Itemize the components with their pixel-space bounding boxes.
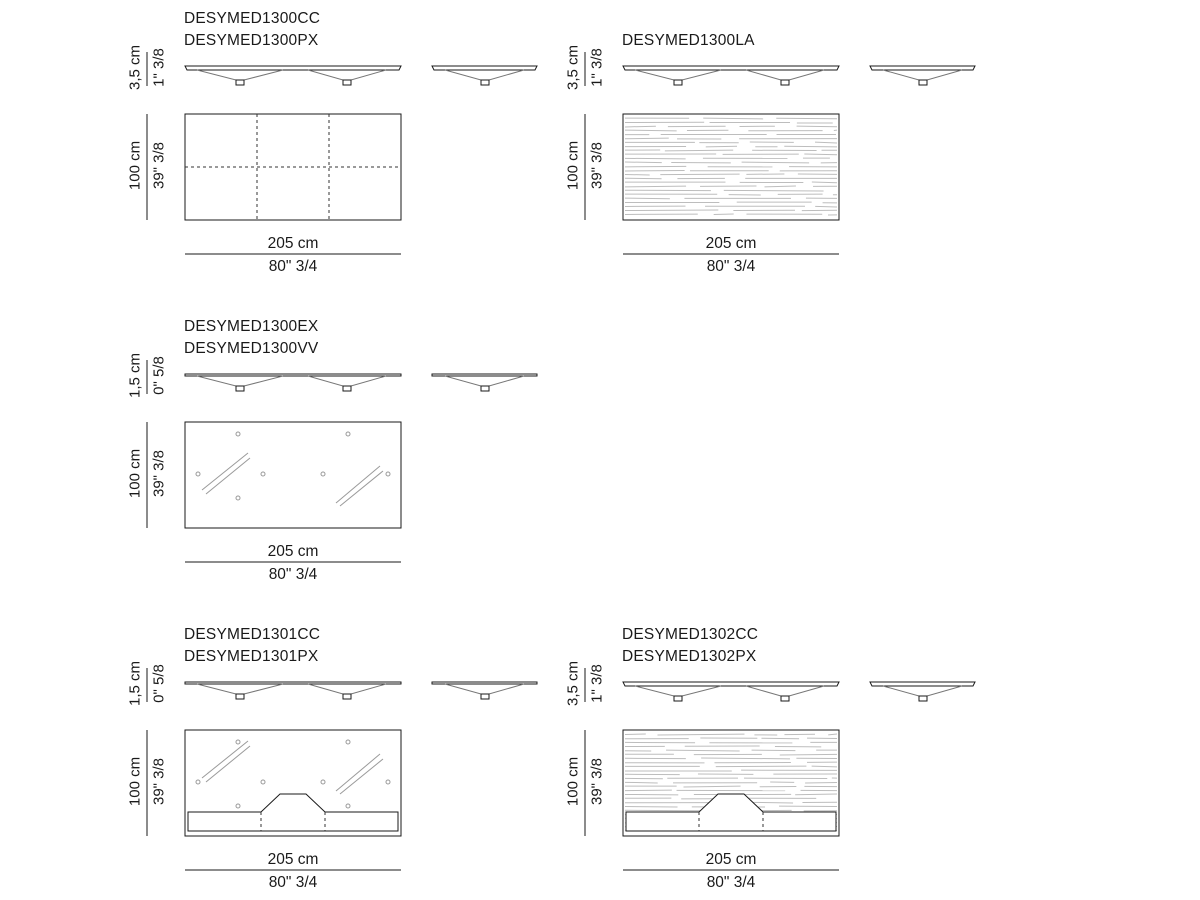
central-tray-outline bbox=[626, 794, 836, 831]
width-metric-label: 205 cm bbox=[705, 235, 757, 252]
wood-grain-line bbox=[625, 186, 686, 187]
width-imperial-label: 80" 3/4 bbox=[706, 874, 756, 891]
height-metric-label: 1,5 cm bbox=[126, 353, 144, 399]
long-side-profile bbox=[185, 66, 401, 85]
wood-grain-line bbox=[797, 126, 837, 127]
depth-imperial-label: 39" 3/8 bbox=[588, 141, 606, 190]
width-imperial-label: 80" 3/4 bbox=[268, 874, 318, 891]
long-side-profile bbox=[185, 682, 401, 699]
product-code: DESYMED1300CC bbox=[184, 10, 321, 27]
wood-grain-line bbox=[764, 186, 795, 187]
height-imperial-label: 0" 5/8 bbox=[150, 664, 168, 703]
product-code: DESYMED1300VV bbox=[184, 340, 319, 357]
width-imperial-label: 80" 3/4 bbox=[268, 258, 318, 275]
width-imperial-label: 80" 3/4 bbox=[706, 258, 756, 275]
wood-grain-line bbox=[795, 794, 837, 795]
wood-grain-line bbox=[625, 198, 670, 199]
height-imperial-label: 1" 3/8 bbox=[588, 48, 606, 87]
depth-metric-label: 100 cm bbox=[564, 140, 582, 191]
wood-grain-line bbox=[666, 750, 740, 751]
wood-grain-pattern bbox=[625, 118, 837, 215]
width-imperial-label: 80" 3/4 bbox=[268, 566, 318, 583]
product-panel-desymed1302cc bbox=[438, 616, 998, 900]
wood-grain-line bbox=[683, 786, 740, 787]
long-side-profile bbox=[623, 66, 839, 85]
short-side-profile bbox=[870, 66, 975, 85]
short-side-profile bbox=[432, 374, 537, 391]
panel-joint-lines bbox=[185, 114, 401, 220]
depth-imperial-label: 39" 3/8 bbox=[588, 757, 606, 806]
glass-reflection-marks bbox=[196, 432, 390, 506]
product-panel-desymed1300ex bbox=[0, 308, 560, 598]
wood-grain-line bbox=[812, 182, 837, 183]
wood-grain-line bbox=[703, 118, 763, 119]
wood-grain-line bbox=[625, 178, 662, 179]
wood-grain-line bbox=[660, 174, 739, 175]
depth-imperial-label: 39" 3/8 bbox=[150, 757, 168, 806]
height-imperial-label: 1" 3/8 bbox=[588, 664, 606, 703]
wood-grain-line bbox=[752, 750, 796, 751]
central-tray-outline bbox=[188, 794, 398, 831]
wood-grain-line bbox=[780, 754, 837, 755]
product-panel-desymed1300la bbox=[438, 0, 998, 290]
long-side-profile bbox=[623, 682, 839, 701]
wood-grain-line bbox=[625, 158, 686, 159]
wood-grain-line bbox=[625, 162, 662, 163]
product-code: DESYMED1300EX bbox=[184, 318, 319, 335]
product-code: DESYMED1302CC bbox=[622, 626, 759, 643]
height-metric-label: 3,5 cm bbox=[564, 45, 582, 91]
depth-imperial-label: 39" 3/8 bbox=[150, 449, 168, 498]
wood-grain-line bbox=[742, 162, 810, 163]
product-code: DESYMED1302PX bbox=[622, 648, 757, 665]
wood-grain-line bbox=[828, 734, 837, 735]
wood-grain-line bbox=[761, 738, 799, 739]
wood-grain-line bbox=[625, 138, 669, 139]
height-imperial-label: 0" 5/8 bbox=[150, 356, 168, 395]
width-metric-label: 205 cm bbox=[705, 851, 757, 868]
product-code: DESYMED1301PX bbox=[184, 648, 319, 665]
short-side-profile bbox=[870, 682, 975, 701]
long-side-profile bbox=[185, 374, 401, 391]
depth-metric-label: 100 cm bbox=[564, 756, 582, 807]
height-metric-label: 1,5 cm bbox=[126, 661, 144, 707]
wood-grain-line bbox=[701, 758, 790, 759]
wood-grain-line bbox=[625, 790, 672, 791]
wood-grain-line bbox=[804, 154, 837, 155]
width-metric-label: 205 cm bbox=[267, 543, 319, 560]
wood-grain-line bbox=[706, 146, 737, 147]
wood-grain-line bbox=[625, 782, 658, 783]
depth-metric-label: 100 cm bbox=[126, 756, 144, 807]
wood-grain-line bbox=[815, 206, 837, 207]
depth-metric-label: 100 cm bbox=[126, 448, 144, 499]
wood-grain-line bbox=[625, 130, 677, 131]
wood-grain-line bbox=[625, 126, 656, 127]
wood-grain-line bbox=[812, 766, 837, 767]
product-code: DESYMED1301CC bbox=[184, 626, 321, 643]
wood-grain-line bbox=[625, 174, 650, 175]
wood-grain-line bbox=[784, 146, 837, 147]
height-imperial-label: 1" 3/8 bbox=[150, 48, 168, 87]
height-metric-label: 3,5 cm bbox=[126, 45, 144, 91]
depth-imperial-label: 39" 3/8 bbox=[150, 141, 168, 190]
product-code: DESYMED1300LA bbox=[622, 32, 755, 49]
width-metric-label: 205 cm bbox=[267, 851, 319, 868]
depth-metric-label: 100 cm bbox=[126, 140, 144, 191]
wood-grain-line bbox=[665, 150, 733, 151]
width-metric-label: 205 cm bbox=[267, 235, 319, 252]
product-code: DESYMED1300PX bbox=[184, 32, 319, 49]
wood-grain-line bbox=[724, 190, 824, 191]
wood-grain-line bbox=[657, 734, 744, 735]
wood-grain-line bbox=[815, 142, 837, 143]
height-metric-label: 3,5 cm bbox=[564, 661, 582, 707]
